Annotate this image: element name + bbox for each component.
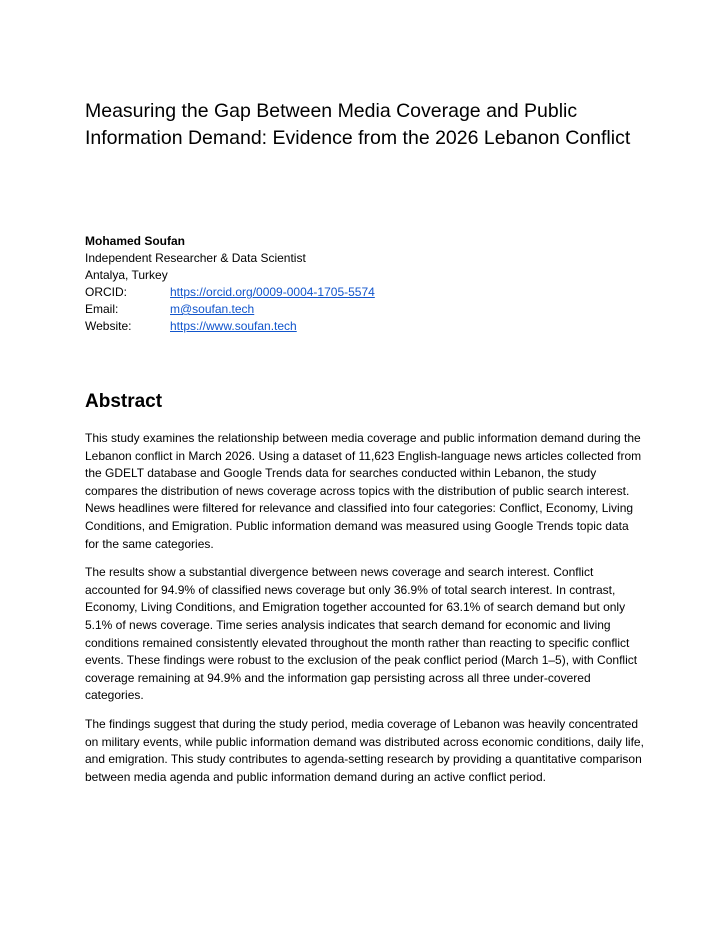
abstract-body [85, 430, 645, 797]
abstract-paragraph: The results show a substantial divergence between news coverage and search interest. Conflict accounted for 94.9% of classified news coverage but only 36.9% of total search interest. In contrast, Economy, Living Conditions, and Emigration together accounted for 63.1% of search demand but only 5.1% of news coverage. Time series analysis indicates that search demand for economic and living conditions remained consistently elevated throughout the month rather than reacting to specific conflict events. These findings were robust to the exclusion of the peak conflict period (March 1–5), with Conflict coverage remaining at 94.9% and the information gap persisting across all three under-covered categories. [85, 565, 638, 703]
author-name: Mohamed Soufan [85, 234, 186, 248]
email-label: Email: [85, 302, 119, 316]
website-link[interactable]: https://www.soufan.tech [170, 319, 297, 333]
author-location: Antalya, Turkey [85, 268, 168, 282]
author-affiliation: Independent Researcher & Data Scientist [85, 251, 306, 265]
email-row [85, 301, 375, 318]
orcid-link[interactable]: https://orcid.org/0009-0004-1705-5574 [170, 285, 375, 299]
website-row [85, 318, 375, 335]
paper-title: Measuring the Gap Between Media Coverage and Public Information Demand: Evidence from the 2026 Lebanon Conflict [85, 100, 631, 149]
orcid-row [85, 284, 375, 301]
abstract-paragraph: This study examines the relationship between media coverage and public information demand during the Lebanon conflict in March 2026. Using a dataset of 11,623 English-language news articles collected from the GDELT database and Google Trends data for searches conducted within Lebanon, the study compares the distribution of news coverage across topics with the distribution of public search interest. News headlines were filtered for relevance and classified into four categories: Conflict, Economy, Living Conditions, and Emigration. Public information demand was measured using Google Trends topic data for the same categories. [85, 431, 642, 551]
abstract-heading: Abstract [85, 391, 163, 412]
website-label: Website: [85, 319, 132, 333]
author-block [85, 233, 375, 335]
orcid-label: ORCID: [85, 285, 127, 299]
abstract-paragraph: The findings suggest that during the study period, media coverage of Lebanon was heavily concentrated on military events, while public information demand was distributed across economic conditions, daily life, and emigration. This study contributes to agenda-setting research by providing a quantitative comparison between media agenda and public information demand during an active conflict period. [85, 716, 644, 784]
email-link[interactable]: m@soufan.tech [170, 302, 255, 316]
